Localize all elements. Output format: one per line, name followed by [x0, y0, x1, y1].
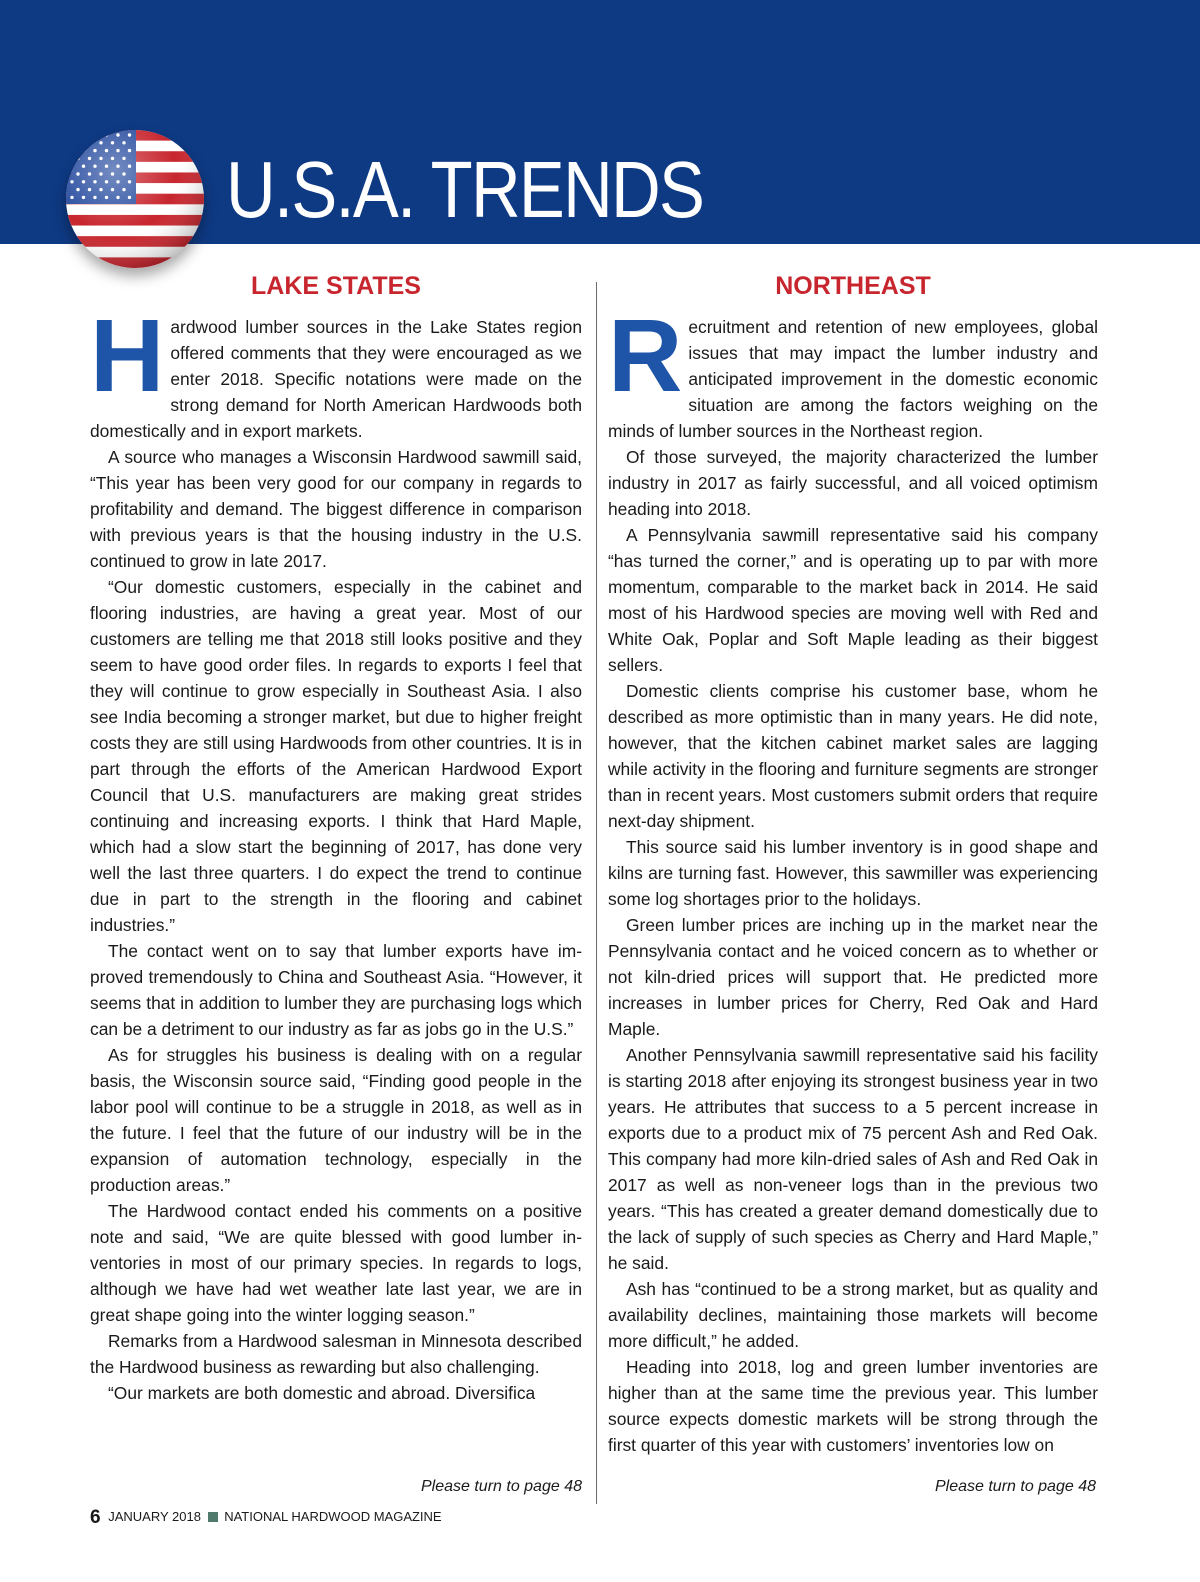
paragraph-text: ecruitment and retention of new employees, global issues that may impact the lumber industry and anticipated improvement in the domestic economic situation are among the factors weighing on the minds of lumber sources in the Northeast region. — [608, 317, 1098, 441]
article-paragraph: Ash has “continued to be a strong market, but as quality and availability declines, maintaining those markets will become more difficult,” he added. — [608, 1279, 1098, 1351]
page-number: 6 — [90, 1507, 101, 1528]
page-folio — [90, 1505, 442, 1529]
article-paragraph: Another Pennsylvania sawmill representative said his facility is starting 2018 after enjoying its strongest business year in two years. He attributes that success to a 5 percent increase in exports due to a product mix of 75 percent Ash and Red Oak. This company had more kiln-dried sales of Ash and Red Oak in 2017 as well as non-veneer logs than in the previous two years. “This has created a greater demand domestically due to the lack of supply of such species as Cherry and Hard Maple,” he said. — [608, 1045, 1098, 1273]
article-paragraph: As for struggles his business is dealing with on a regular basis, the Wisconsin source said, “Finding good people in the labor pool will continue to be a struggle in 2018, as well as in the future. I feel that the future of our industry will be in the expansion of automation technology, especially in the production areas.” — [90, 1045, 582, 1195]
article-paragraph: Remarks from a Hardwood salesman in Minnesota described the Hardwood business as rewarding but also challenging. — [90, 1331, 582, 1377]
lake-states-article — [90, 298, 582, 1406]
article-paragraph: Domestic clients comprise his customer base, whom he described as more optimistic than in many years. He did note, however, that the kitchen cabinet market sales are lagging while activity in the flooring and furniture segments are stronger than in recent years. Most customers submit orders that require next-day shipment. — [608, 681, 1098, 831]
lake-states-lead-paragraph — [90, 298, 582, 444]
square-bullet-icon — [208, 1512, 218, 1522]
lake-states-heading: LAKE STATES — [251, 272, 421, 300]
article-paragraph: The contact went on to say that lumber exports have improved tremendously to China and Southeast Asia. “However, it seems that in addition to lumber they are purchasing logs which can be a detriment to our industry as far as jobs go in the U.S.” — [90, 941, 582, 1039]
article-paragraph: This source said his lumber inventory is in good shape and kilns are turning fast. However, this sawmiller was experiencing some log shortages prior to the holidays. — [608, 837, 1098, 909]
article-paragraph: A Pennsylvania sawmill representative said his company “has turned the corner,” and is operating up to par with more momentum, comparable to the market back in 2014. He said most of his Hardwood species are moving well with Red and White Oak, Poplar and Soft Maple leading as their biggest sellers. — [608, 525, 1098, 675]
article-paragraph: Of those surveyed, the majority characterized the lumber industry in 2017 as fairly successful, and all voiced optimism heading into 2018. — [608, 447, 1098, 519]
masthead-title: U.S.A. TRENDS — [226, 145, 704, 234]
northeast-article — [608, 298, 1098, 1458]
column-divider — [596, 282, 597, 1504]
continued-link-northeast: Please turn to page 48 — [934, 1478, 1096, 1495]
northeast-lead-paragraph — [608, 298, 1098, 444]
article-paragraph: Heading into 2018, log and green lumber inventories are higher than at the same time the previous year. This lumber source expects domestic markets will be strong through the first quarter of this year with customers’ inventories low on — [608, 1357, 1098, 1455]
article-paragraph: The Hardwood contact ended his comments on a positive note and said, “We are quite blessed with good lumber inventories in most of our primary species. In regards to logs, although we have had wet weather late last year, we are in great shape going into the winter logging season.” — [90, 1201, 582, 1325]
issue-date: JANUARY 2018 — [108, 1509, 201, 1524]
paragraph-text: ardwood lumber sources in the Lake States region offered comments that they were encouraged as we enter 2018. Specific notations were made on the strong demand for North American Hardwoods both domestically and in export markets. — [90, 317, 582, 441]
continued-link-lake-states: Please turn to page 48 — [420, 1478, 582, 1495]
article-paragraph: A source who manages a Wisconsin Hardwood sawmill said, “This year has been very good for our company in regards to profitability and demand. The biggest difference in comparison with previous years is that the housing industry in the U.S. continued to grow in late 2017. — [90, 447, 582, 571]
article-paragraph: “Our markets are both domestic and abroad. Diversifica — [108, 1383, 536, 1403]
publication-name: NATIONAL HARDWOOD MAGAZINE — [224, 1509, 442, 1524]
lake-states-column — [90, 268, 582, 1406]
article-paragraph: “Our domestic customers, especially in the cabinet and flooring industries, are having a great year. Most of our customers are telling me that 2018 still looks positive and they seem to have good order files. In regards to exports I feel that they will continue to grow especially in Southeast Asia. I also see India becoming a stronger market, but due to higher freight costs they are still using Hardwoods from other countries. It is in part through the efforts of the American Hardwood Export Council that U.S. manufacturers are making great strides continuing and increasing exports. I think that Hard Maple, which had a slow start the beginning of 2017, has done very well the last three quarters. I do expect the trend to continue due in part to the strength in the flooring and cabinet industries.” — [90, 577, 582, 935]
dropcap-letter: R — [608, 298, 683, 413]
us-flag-badge-icon — [66, 130, 204, 268]
dropcap-letter: H — [90, 298, 165, 413]
northeast-heading: NORTHEAST — [775, 272, 931, 300]
northeast-column — [608, 268, 1098, 1458]
article-paragraph: Green lumber prices are inching up in the market near the Pennsylvania contact and he voiced concern as to whether or not kiln-dried prices will support that. He predicted more increases in lumber prices for Cherry, Red Oak and Hard Maple. — [608, 915, 1098, 1039]
